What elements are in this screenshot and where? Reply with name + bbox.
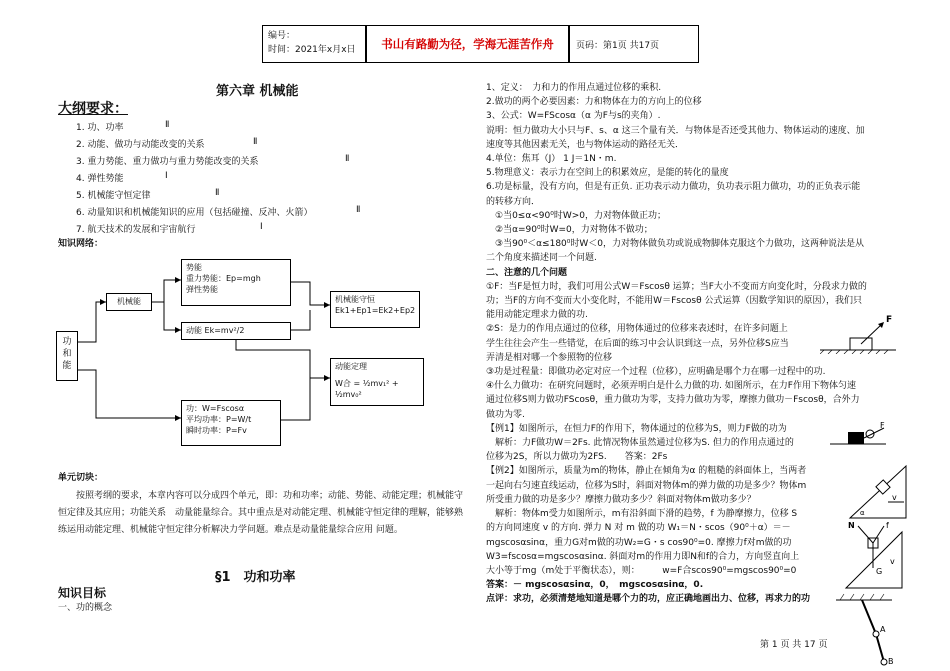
- tip-line: 点评：求功，必须清楚地知道是哪个力的功，应正确地画出力、位移，再求力的功: [486, 594, 811, 605]
- example1-line: 【例1】如图所示，在恒力F的作用下，物体通过的位移为S，则力F做的功为: [486, 423, 787, 434]
- svg-text:F: F: [886, 315, 893, 325]
- pulley-block-figure: [830, 420, 890, 448]
- knowledge-goal: 知识目标: [58, 586, 107, 600]
- def-line: ③当90⁰＜α≤180⁰时W＜0，力对物体做负功或说成物脚体克服这个力做功，这两种说法是从: [486, 239, 865, 250]
- example2-line: 一起向右匀速直线运动，位移为S时，斜面对物体m的弹力做的功是多少？物体m: [486, 480, 807, 491]
- chapter-title: 第六章 机械能: [216, 84, 299, 99]
- svg-text:G: G: [876, 567, 883, 576]
- example2-line: 解析：物体m受力如图所示，m有沿斜面下滑的趋势，f 为静摩擦力，位移 S: [486, 509, 798, 520]
- note-line: 弄清是相对哪一个参照物的位移: [486, 352, 613, 363]
- force-diagram-figure: [842, 518, 906, 592]
- header-page: [569, 25, 699, 63]
- def-line: 速度等其他因素无关，也与物体运动的路径无关．: [486, 139, 685, 150]
- diagram-connectors: [0, 0, 470, 460]
- requirement-level: Ⅱ: [345, 154, 350, 164]
- requirement-item: 1. 功、功率: [76, 123, 124, 133]
- def-line: 5.物理意义：表示力在空间上的积累效应，是能的转化的量度: [486, 168, 729, 179]
- svg-text:A: A: [880, 625, 886, 634]
- pe-gravity: 重力势能：Ep=mgh: [186, 274, 261, 283]
- motto-text: 书山有路勤为径，学海无涯苦作舟: [381, 37, 554, 51]
- network-heading: 知识网络：: [58, 239, 104, 249]
- pendulum-figure: [832, 592, 902, 671]
- note-line: 能用动能定理求力做的功.: [486, 310, 588, 321]
- requirement-level: Ⅰ: [260, 222, 263, 232]
- pe-title: 势能: [186, 263, 202, 272]
- answer-line: 答案：－ mgscosαsinα，0， mgscosαsinα，0.: [486, 580, 704, 591]
- unit-heading: 单元切块：: [58, 473, 104, 483]
- time-label: 时间：2021年x月x日: [268, 45, 356, 55]
- def-line: 3、公式：W=FScosα（α 为F与s的夹角）.: [486, 111, 661, 122]
- requirement-level: Ⅱ: [165, 120, 170, 130]
- def-line: 的转移方向．: [486, 196, 541, 207]
- example2-line: 【例2】如图所示，质量为m的物体，静止在倾角为α 的粗糙的斜面体上，当两者: [486, 466, 807, 477]
- outline-heading: 大纲要求：: [58, 101, 128, 117]
- example2-line: 的方向同速度 v 的方向. 弹力 N 对 m 做的功 W₁＝N・scos（90⁰＋α）＝－: [486, 523, 791, 534]
- example1-line: 解析：力F做功W＝2Fs. 此情况物体虽然通过位移为S. 但力的作用点通过的: [486, 438, 794, 449]
- def-line: ②当α=90⁰时W=0，力对物体不做功；: [486, 225, 653, 236]
- avg-power: 平均功率：P=W/t: [186, 415, 252, 424]
- note-line: ①F：当F是恒力时，我们可用公式W＝Fscosθ 运算；当F大小不变而方向变化时，分段求力做的: [486, 281, 867, 292]
- unit-paragraph: 按照考纲的要求，本章内容可以分成四个单元，即：功和功率；动能、势能、动能定理；机械能守恒定律及其应用；功能关系 动量能量综合。其中重点是对动能定理、机械能守恒定律的理解，能够熟练运用动能定理、机械能守恒定律分析解决力学问题。难点是动量能量综合应用 问题。: [58, 491, 464, 535]
- diagram-root: 功和能: [56, 331, 78, 381]
- svg-text:N: N: [848, 521, 855, 530]
- incline-force-figure: [820, 310, 900, 354]
- example2-line: 所受重力做的功是多少？摩擦力做功多少？斜面对物体m做功多少？: [486, 494, 756, 505]
- pe-elastic: 弹性势能: [186, 285, 218, 294]
- requirement-level: Ⅱ: [215, 188, 220, 198]
- conservation-title: 机械能守恒: [335, 295, 375, 304]
- note-line: 做功为零.: [486, 409, 525, 420]
- def-line: 1、定义： 力和力的作用点通过位移的乘积.: [486, 83, 662, 93]
- requirement-item: 3. 重力势能、重力做功与重力势能改变的关系: [76, 157, 259, 167]
- note-line: 学生往往会产生一些错觉，在后面的练习中会认识到这一点，另外位移S应当: [486, 338, 789, 349]
- notes-heading: 二、注意的几个问题: [486, 267, 568, 278]
- note-line: 功；当F的方向不变而大小变化时，不能用W＝Fscosθ 公式运算（因数学知识的原因），我们只: [486, 296, 862, 307]
- def-line: 2.做功的两个必要因素：力和物体在力的方向上的位移: [486, 97, 702, 108]
- work-formula: 功：W=Fscosα: [186, 404, 245, 413]
- example2-line: W3=fscosα=mgscosαsinα. 斜面对m的作用力即N和f的合力，方向竖直向上: [486, 551, 800, 562]
- svg-text:v: v: [890, 557, 895, 566]
- theorem-title: 动能定理: [335, 362, 367, 371]
- def-line: 4.单位：焦耳（J） 1 J＝1N・m.: [486, 154, 617, 165]
- diagram-kinetic-energy: 动能 Ek=mv²/2: [181, 322, 291, 340]
- example2-line: mgscosαsinα，重力G对m做的功W₂=G・s cos90⁰=0. 摩擦力f对m做的功: [486, 537, 792, 548]
- def-line: 6.功是标量，没有方向，但是有正负. 正功表示动力做功，负功表示阻力做功，功的正负表示能: [486, 182, 861, 193]
- svg-text:B: B: [888, 657, 894, 666]
- page-label: 页码：第1页 共17页: [576, 40, 660, 51]
- note-line: ③功是过程量：即做功必定对应一个过程（位移），应明确是哪个力在哪一过程中的功.: [486, 367, 826, 378]
- note-line: 通过位移S则力做功FScosθ，重力做功为零，支持力做功为零，摩擦力做功－Fscosθ，合外力: [486, 395, 860, 406]
- requirement-item: 7. 航天技术的发展和宇宙航行: [76, 225, 196, 235]
- inclined-plane-figure: [848, 462, 910, 522]
- concept-heading: 一、功的概念: [58, 603, 113, 613]
- def-line: ①当0≤α<90⁰时W>0，力对物体做正功；: [486, 210, 667, 221]
- diagram-mech: 机械能: [106, 293, 152, 311]
- requirement-level: Ⅰ: [165, 171, 168, 181]
- note-line: ②S：是力的作用点通过的位移，用物体通过的位移来表述时，在许多问题上: [486, 324, 788, 335]
- page-footer: 第 1 页 共 17 页: [760, 640, 828, 650]
- example2-line: 大小等于mg（m处于平衡状态），则： w=F合scos90⁰=mgscos90⁰=0: [486, 565, 797, 576]
- requirement-item: 6. 动量知识和机械能知识的应用（包括碰撞、反冲、火箭）: [76, 208, 313, 218]
- note-line: ④什么力做功：在研究问题时，必须弄明白是什么力做的功. 如图所示，在力F作用下物体匀速: [486, 381, 856, 392]
- requirement-item: 4. 弹性势能: [76, 174, 124, 184]
- svg-text:α: α: [860, 509, 865, 517]
- svg-text:v: v: [892, 493, 897, 502]
- svg-text:f: f: [886, 521, 889, 530]
- requirement-item: 5. 机械能守恒定律: [76, 191, 151, 201]
- code-label: 编号：: [268, 31, 296, 41]
- section-title: §1 功和功率: [215, 570, 296, 585]
- conservation-eq: Ek1+Ep1=Ek2+Ep2: [335, 306, 416, 315]
- svg-text:F: F: [880, 421, 885, 430]
- requirement-item: 2. 动能、做功与动能改变的关系: [76, 140, 205, 150]
- theorem-eq: W合 = ½mv₁² + ½mv₀²: [335, 379, 399, 399]
- def-line: 二个角度来描述同一个问题.: [486, 253, 597, 264]
- example1-line: 位移为2S，所以力做功为2FS. 答案：2Fs: [486, 452, 668, 463]
- def-line: 说明：恒力做功大小只与F、s、α 这三个量有关．与物体是否还受其他力、物体运动的速度、加: [486, 125, 865, 136]
- requirement-level: Ⅱ: [356, 205, 361, 215]
- requirement-level: Ⅱ: [253, 137, 258, 147]
- inst-power: 瞬时功率：P=Fv: [186, 426, 247, 435]
